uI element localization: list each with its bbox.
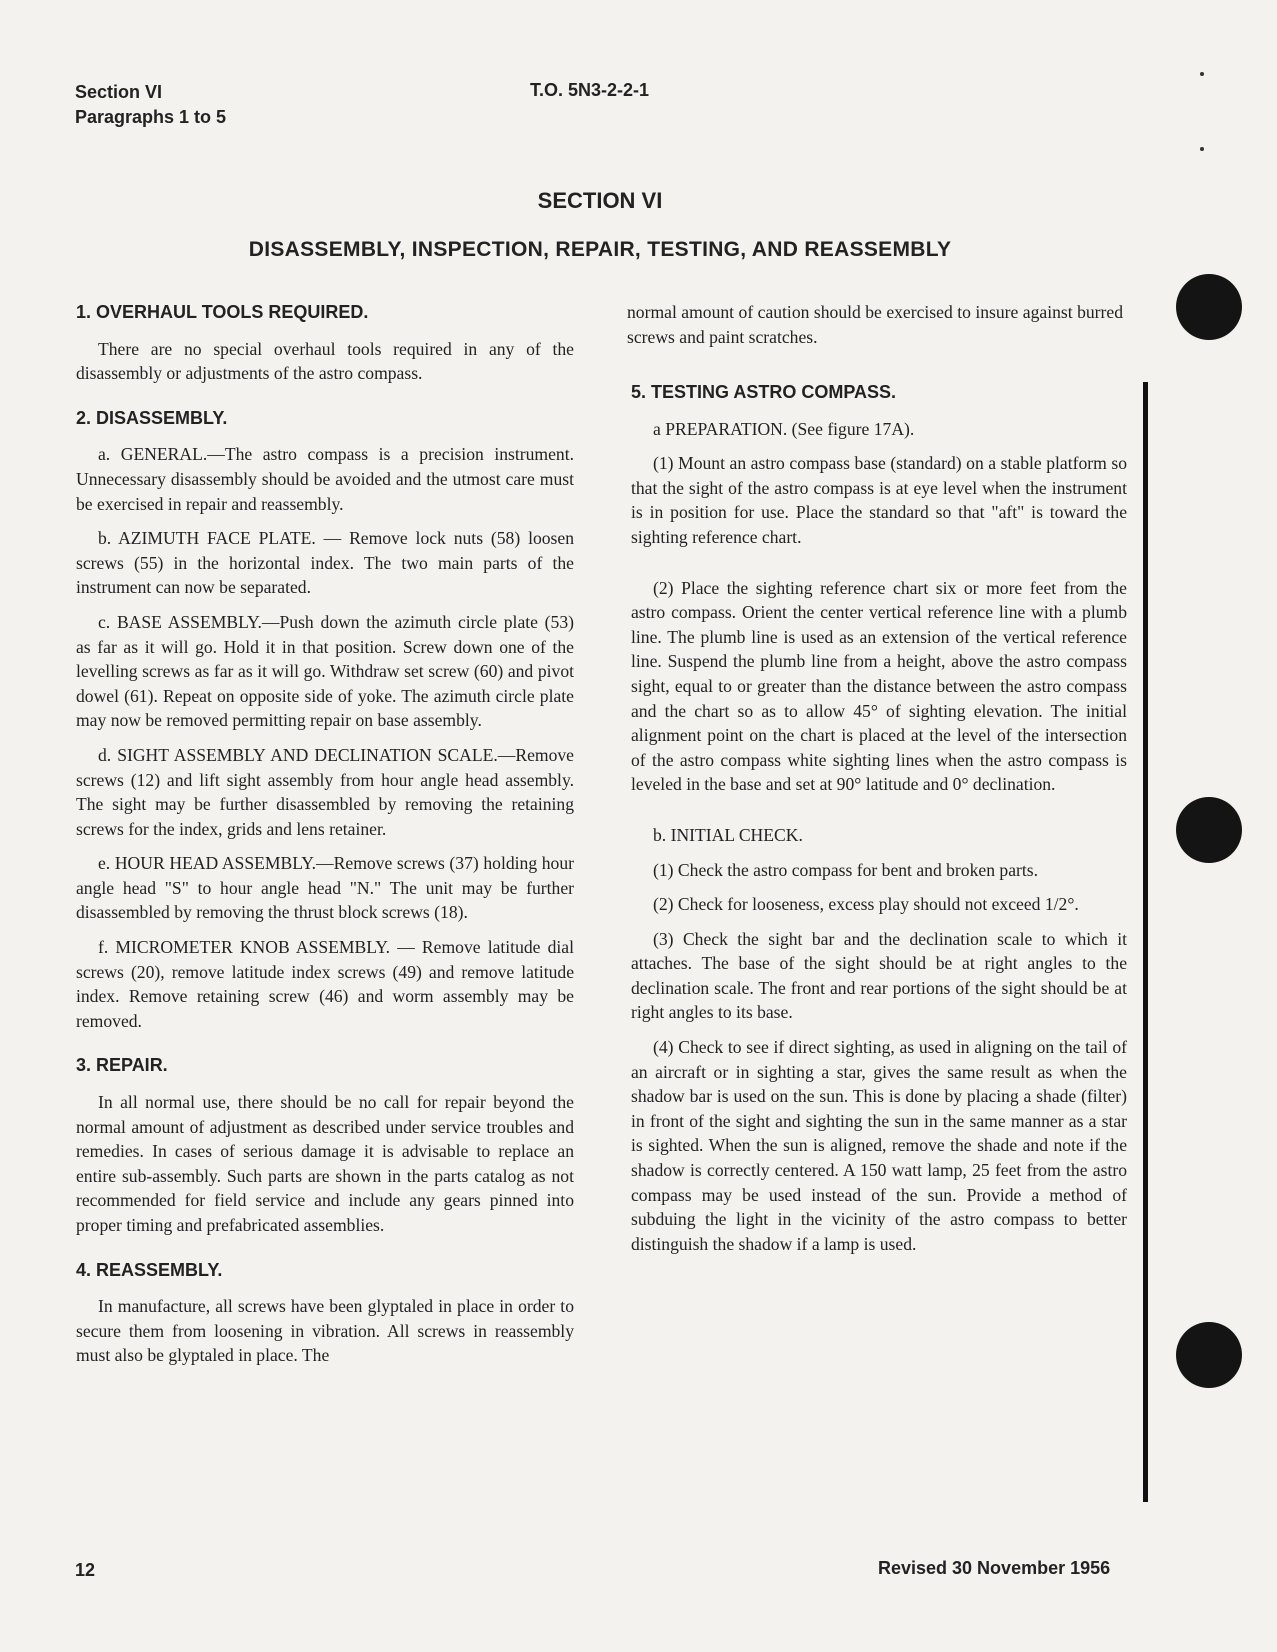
paragraph: b. INITIAL CHECK. — [653, 824, 803, 845]
speck — [1200, 72, 1204, 76]
revision-date: Revised 30 November 1956 — [878, 1558, 1111, 1578]
paragraph: b. AZIMUTH FACE PLATE. — Remove lock nuts (58) loosen screws (55) in the horizontal index. The two main parts of the instrument can now be separated. — [76, 528, 574, 598]
section-title: SECTION VI — [537, 188, 663, 213]
paragraph: e. HOUR HEAD ASSEMBLY.—Remove screws (37) holding hour angle head "S" to hour angle head "N." The unit may be further disassembled by removing the thrust block screws (18). — [76, 853, 574, 923]
paragraph: (2) Place the sighting reference chart six or more feet from the astro compass. Orient the center vertical reference line with a plumb line. The plumb line is used as an extension of the vertical reference line. Suspend the plumb line from a height, above the astro compass sight, equal to or greater than the distance between the astro compass and the chart so as to allow 45° of sighting elevation. The initial alignment point on the chart is placed at the level of the intersection of the astro compass white sighting lines when the astro compass is leveled in the base and set at 90° latitude and 0° declination. — [631, 577, 1127, 795]
paragraph: There are no special overhaul tools required in any of the disassembly or adjustments of the astro compass. — [76, 338, 574, 384]
binder-hole — [1176, 797, 1242, 863]
heading-overhaul-tools: 1. OVERHAUL TOOLS REQUIRED. — [76, 302, 369, 322]
paragraph: a. GENERAL.—The astro compass is a precision instrument. Unnecessary disassembly should be avoided and the utmost care must be exercised in repair and reassembly. — [76, 444, 574, 514]
page-header-left — [75, 80, 226, 130]
heading-reassembly: 4. REASSEMBLY. — [76, 1259, 223, 1280]
speck — [1200, 147, 1204, 151]
binder-hole — [1176, 274, 1242, 340]
left-column — [76, 300, 574, 1378]
paragraph: (1) Check the astro compass for bent and broken parts. — [653, 859, 1038, 880]
paragraph: In manufacture, all screws have been glyptaled in place in order to secure them from loosening in vibration. All screws in reassembly must also be glyptaled in place. The — [76, 1296, 574, 1366]
right-column-continuation — [627, 300, 1123, 359]
paragraph: a PREPARATION. (See figure 17A). — [653, 418, 915, 439]
revision-bar — [1143, 382, 1148, 1502]
right-column — [631, 380, 1127, 1266]
technical-order-number: T.O. 5N3-2-2-1 — [530, 80, 650, 100]
paragraph: f. MICROMETER KNOB ASSEMBLY. — Remove latitude dial screws (20), remove latitude index screws (49) and remove latitude index. Remove retaining screw (46) and worm assembly may be removed. — [76, 937, 574, 1031]
section-label: Section VI — [75, 82, 163, 102]
heading-testing: 5. TESTING ASTRO COMPASS. — [631, 382, 897, 402]
section-heading: DISASSEMBLY, INSPECTION, REPAIR, TESTING, AND REASSEMBLY — [248, 238, 952, 261]
paragraph: normal amount of caution should be exercised to insure against burred screws and paint scratches. — [627, 302, 1123, 347]
heading-disassembly: 2. DISASSEMBLY. — [76, 407, 228, 428]
paragraphs-label: Paragraphs 1 to 5 — [75, 107, 227, 127]
paragraph: c. BASE ASSEMBLY.—Push down the azimuth circle plate (53) as far as it will go. Hold it in that position. Screw down one of the levelling screws as far as it will go. Withdraw set screw (60) and pivot dowel (61). Repeat on opposite side of yoke. The azimuth circle plate may now be removed permitting repair on base assembly. — [76, 611, 574, 731]
paragraph: (2) Check for looseness, excess play should not exceed 1/2°. — [653, 894, 1079, 915]
heading-repair: 3. REPAIR. — [76, 1055, 168, 1076]
paragraph: In all normal use, there should be no call for repair beyond the normal amount of adjustment as described under service troubles and remedies. In cases of serious damage it is advisable to replace an entire sub-assembly. Such parts are shown in the parts catalog as not recommended for field service and include any gears pinned into proper timing and prefabricated assemblies. — [76, 1092, 574, 1235]
paragraph: d. SIGHT ASSEMBLY AND DECLINATION SCALE.—Remove screws (12) and lift sight assembly from hour angle head assembly. The sight may be further disassembled by removing the retaining screws for the index, grids and lens retainer. — [76, 744, 574, 839]
page-number: 12 — [75, 1560, 96, 1580]
paragraph: (3) Check the sight bar and the declination scale to which it attaches. The base of the sight should be at right angles to the declination scale. The front and rear portions of the sight should be at right angles to its base. — [631, 928, 1127, 1023]
binder-hole — [1176, 1322, 1242, 1388]
paragraph: (1) Mount an astro compass base (standard) on a stable platform so that the sight of the astro compass is at eye level when the instrument is in position for use. Place the standard so that "aft" is toward the sighting reference chart. — [631, 453, 1127, 547]
paragraph: (4) Check to see if direct sighting, as used in aligning on the tail of an aircraft or in sighting a star, gives the same result as when the shadow bar is used on the sun. This is done by placing a shade (filter) in front of the sight and sighting the sun in the same manner as a star is sighted. When the sun is aligned, remove the shade and note if the shadow is correctly centered. A 150 watt lamp, 25 feet from the astro compass may be used instead of the sun. Provide a method of subduing the light in the vicinity of the astro compass to better distinguish the shadow if a lamp is used. — [631, 1037, 1127, 1254]
